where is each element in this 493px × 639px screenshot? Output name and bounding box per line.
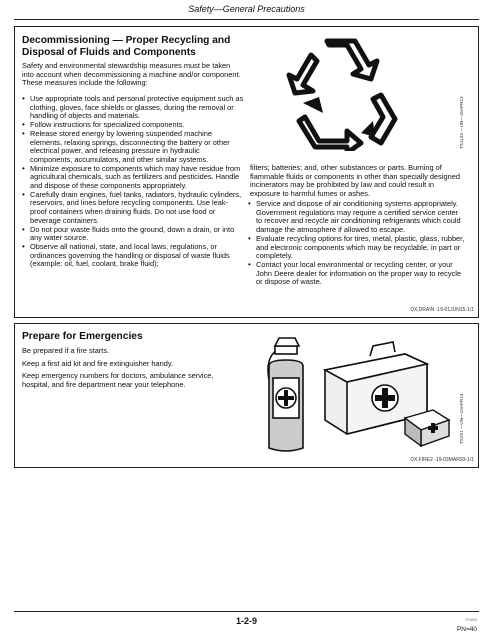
section-code: DX,FIRE2 -19-03MAR93-1/1 [410, 457, 474, 463]
list-item: • Observe all national, state, and local laws, regulations, or ordinances governing the handling or disposal of waste fluids (example: oil, fuel, coolant, brake fluid); [22, 243, 244, 269]
left-bullet-list [22, 95, 244, 269]
emergencies-section [14, 323, 479, 468]
pn-label: PN=40 [456, 626, 477, 633]
list-item: • Minimize exposure to components which may have residue from agricultural chemicals, such as fertilizers and pesticides. Handle and dispose of these components appropriately. [22, 165, 244, 191]
fire-extinguisher-first-aid-icon [255, 330, 455, 458]
section-title-line1: Decommissioning — Proper Recycling and [22, 35, 231, 46]
footer-divider [14, 611, 479, 612]
intro-paragraph: Safety and environmental stewardship measures must be taken into account when decommissioning a machine and/or component. These measures include the following: [22, 61, 241, 88]
emergency-text [22, 347, 242, 390]
list-item: • Follow instructions for specialized components. [22, 121, 244, 130]
paragraph: Keep a first aid kit and fire extinguisher handy. [22, 358, 174, 368]
list-item: • Contact your local environmental or recycling center, or your John Deere dealer for information on the proper way to recycle or dispose of waste. [248, 261, 466, 287]
recycling-symbol-icon [283, 33, 403, 151]
continuation-paragraph: filters; batteries; and, other substances or parts. Burning of flammable fluids or components in other than specially designed incinerators may be prohibited by law and could result in exposure to harmful fumes or ashes. [250, 163, 460, 199]
list-item: • Use appropriate tools and personal protective equipment such as clothing, gloves, face shields or glasses, during the removal or handling of objects and materials. [22, 95, 244, 121]
list-item: • Release stored energy by lowering suspended machine elements, relaxing springs, disconnecting the battery or other electrical power, and releasing pressure in hydraulic components, accumulators, and other similar systems. [22, 130, 244, 165]
list-item: • Do not pour waste fluids onto the ground, down a drain, or into any water source. [22, 226, 244, 243]
list-item: • Service and dispose of air conditioning systems appropriately. Government regulations may require a certified service center to recover and recycle air conditioning refrigerants which could damage the atmosphere if allowed to escape. [248, 200, 466, 235]
section-title-line2: Disposal of Fluids and Components [22, 47, 196, 58]
paragraph: Be prepared if a fire starts. [22, 346, 110, 355]
footer-small-code: 071024 [465, 618, 477, 622]
section-title: Prepare for Emergencies [22, 331, 143, 342]
decommissioning-section [14, 26, 479, 318]
list-item: • Carefully drain engines, fuel tanks, radiators, hydraulic cylinders, reservoirs, and lines before recycling components. Use leak-proof containers when draining fluids. Do not use food or beverage containers. [22, 191, 244, 226]
right-bullet-list [248, 200, 466, 287]
image-reference: TS1133 —UN—15APR13 [459, 96, 464, 149]
page-header-title: Safety—General Precautions [188, 4, 305, 14]
section-code: DX,DRAIN -19-01JUN15-1/1 [410, 307, 474, 313]
list-item: • Evaluate recycling options for tires, metal, plastic, glass, rubber, and electronic components which may be recyclable, in part or completely. [248, 235, 466, 261]
image-reference: TS291 —UN—15APR13 [459, 393, 464, 444]
paragraph: Keep emergency numbers for doctors, ambulance service, hospital, and fire department near your telephone. [22, 371, 214, 390]
section-title [22, 35, 252, 59]
page-header [14, 4, 479, 20]
page-number: 1-2-9 [235, 616, 257, 626]
